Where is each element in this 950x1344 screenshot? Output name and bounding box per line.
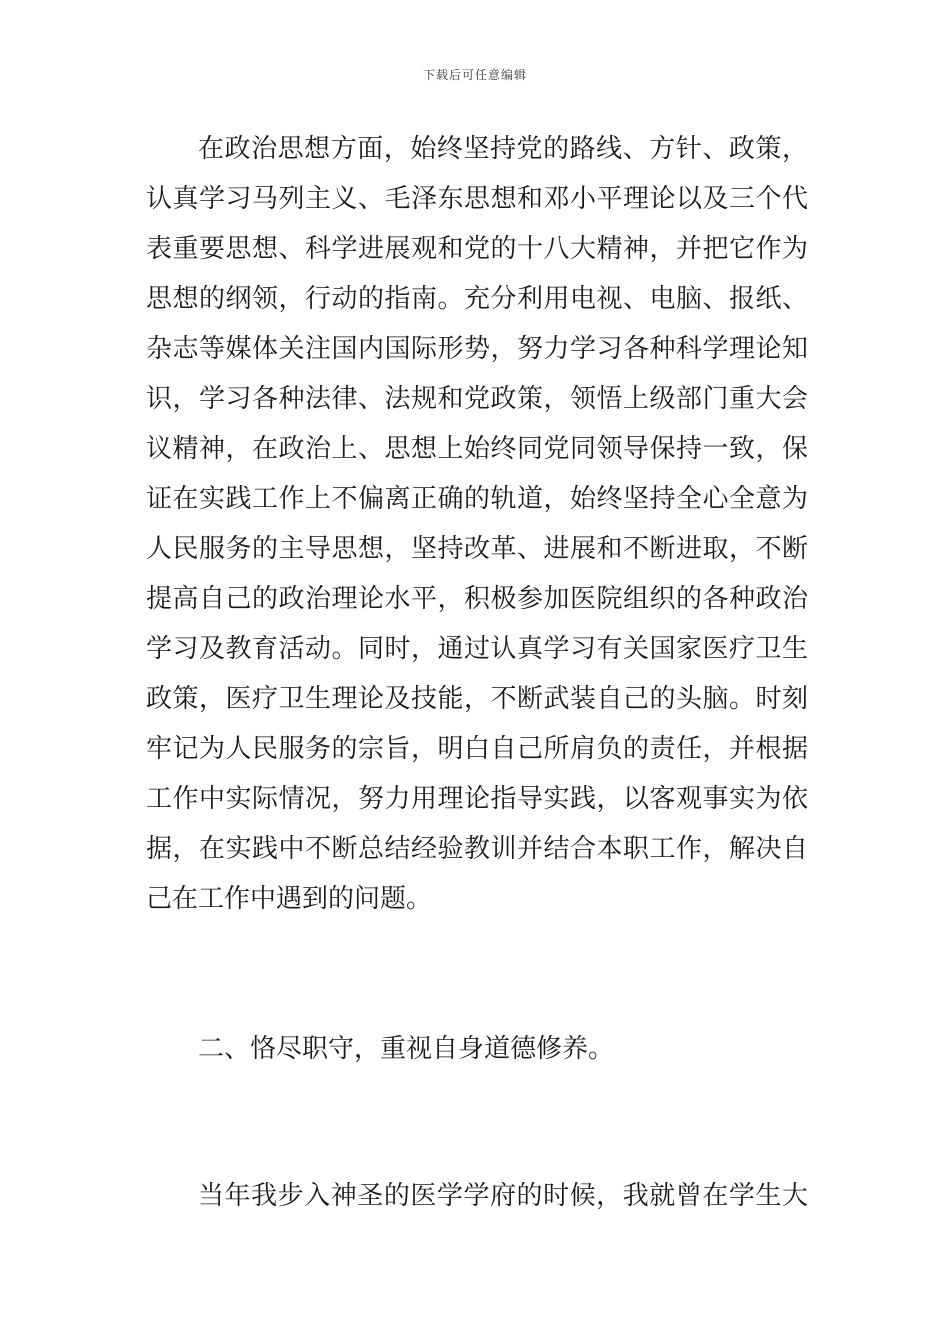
paragraph-line: 工作中实际情况，努力用理论指导实践，以客观事实为依 xyxy=(146,784,808,814)
section-heading-text: 二、恪尽职守，重视自身道德修养。 xyxy=(198,1034,615,1064)
paragraph-line: 人民服务的主导思想，坚持改革、进展和不断进取，不断 xyxy=(146,534,808,564)
paragraph-line: 识，学习各种法律、法规和党政策，领悟上级部门重大会 xyxy=(146,384,808,414)
paragraph-medical-school xyxy=(146,1171,808,1221)
paragraph-line: 牢记为人民服务的宗旨，明白自己所肩负的责任，并根据 xyxy=(146,734,808,764)
paragraph-line: 政策，医疗卫生理论及技能，不断武装自己的头脑。时刻 xyxy=(146,684,808,714)
paragraph-line: 议精神，在政治上、思想上始终同党同领导保持一致，保 xyxy=(146,434,808,464)
paragraph-political-thought xyxy=(146,124,808,924)
paragraph-line: 证在实践工作上不偏离正确的轨道，始终坚持全心全意为 xyxy=(146,484,808,514)
header-note: 下载后可任意编辑 xyxy=(422,68,527,82)
paragraph-line: 杂志等媒体关注国内国际形势，努力学习各种科学理论知 xyxy=(146,334,808,364)
paragraph-line: 当年我步入神圣的医学学府的时候，我就曾在学生大 xyxy=(198,1181,808,1211)
paragraph-line: 提高自己的政治理论水平，积极参加医院组织的各种政治 xyxy=(146,584,808,614)
paragraph-line: 学习及教育活动。同时，通过认真学习有关国家医疗卫生 xyxy=(146,634,808,664)
paragraph-line: 己在工作中遇到的问题。 xyxy=(146,884,433,914)
paragraph-line: 表重要思想、科学进展观和党的十八大精神，并把它作为 xyxy=(146,234,808,264)
section-heading-duty xyxy=(146,1024,808,1074)
paragraph-line: 认真学习马列主义、毛泽东思想和邓小平理论以及三个代 xyxy=(146,184,808,214)
paragraph-line: 思想的纲领，行动的指南。充分利用电视、电脑、报纸、 xyxy=(146,284,808,314)
paragraph-line: 在政治思想方面，始终坚持党的路线、方针、政策， xyxy=(198,134,808,164)
paragraph-line: 据，在实践中不断总结经验教训并结合本职工作，解决自 xyxy=(146,834,808,864)
